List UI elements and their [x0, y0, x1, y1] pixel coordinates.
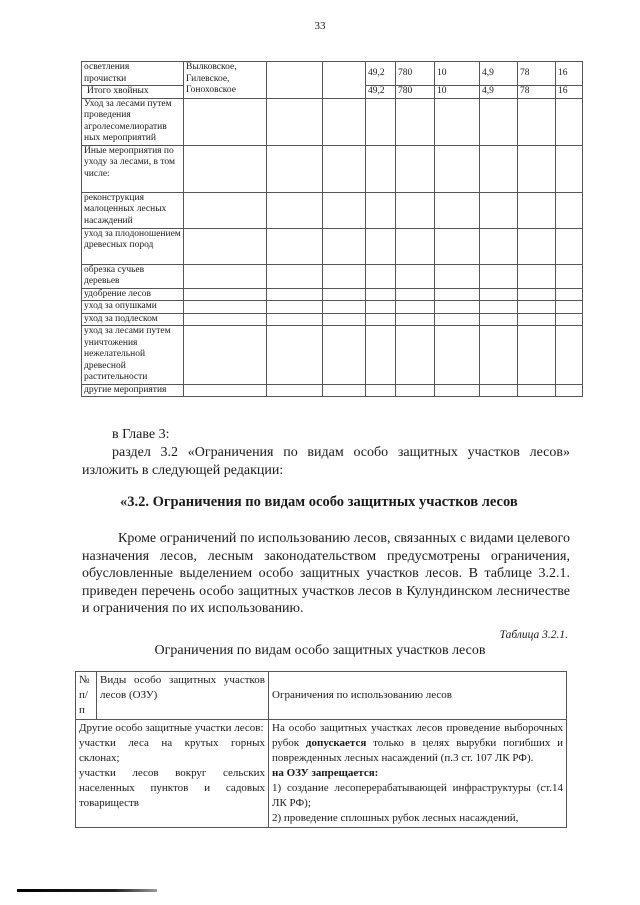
table-row [82, 145, 583, 192]
chapter-reference: в Главе 3: [112, 427, 170, 442]
activity-cell: Уход за лесами путем проведения агролесомелиоратив ных мероприятий [82, 98, 184, 145]
activity-cell: Итого хвойных [82, 86, 184, 99]
activity-cell: уход за подлеском [82, 313, 184, 326]
activity-cell: другие мероприятия [82, 384, 184, 397]
empty-cell [323, 62, 366, 99]
restriction-text [272, 721, 563, 766]
value-cell: 4,9 [480, 86, 518, 99]
value-cell: 16 [556, 62, 583, 86]
header-ozu-types: Виды особо защитных участков лесов (ОЗУ) [97, 672, 269, 720]
section-instruction: раздел 3.2 «Ограничения по видам особо защитных участков лесов» изложить в следующей редакции: [82, 445, 570, 478]
forest-care-table [81, 61, 583, 397]
table-row [82, 326, 583, 385]
value-cell: 780 [396, 62, 435, 86]
table-row [76, 720, 567, 828]
activity-cell: уход за опушками [82, 301, 184, 314]
value-cell: 78 [518, 62, 556, 86]
activity-cell: уход за плодоношением древесных пород [82, 228, 184, 264]
activity-cell: реконструкция малоценных лесных насаждений [82, 192, 184, 228]
table-title: Ограничения по видам особо защитных участков лесов [154, 643, 486, 658]
ozu-restrictions-table [75, 671, 567, 828]
value-cell: 78 [518, 86, 556, 99]
table-row [82, 62, 583, 86]
activity-osvetleniya: осветления [84, 62, 130, 72]
page-number: 33 [314, 20, 326, 32]
restriction-part: На особо защитных участках лесов проведение выборочных рубок [272, 722, 563, 749]
activity-cell: уход за лесами путем уничтожения нежелательной древесной растительности [82, 326, 184, 385]
value-cell: 10 [435, 86, 480, 99]
table-row [82, 228, 583, 264]
value-cell: 780 [396, 86, 435, 99]
section-heading: «3.2. Ограничения по видам особо защитных участков лесов [120, 494, 518, 510]
table-row [82, 264, 583, 288]
table-header-row [76, 672, 567, 720]
value-cell: 49,2 [366, 62, 396, 86]
ozu-type: участки лесов вокруг сельских населенных пунктов и садовых товариществ [79, 767, 265, 809]
value-cell: 10 [435, 62, 480, 86]
table-row [82, 384, 583, 397]
table-row [82, 301, 583, 314]
table-row [82, 192, 583, 228]
prohibited-item: 1) создание лесоперерабатывающей инфраструктуры (ст.14 ЛК РФ); [272, 782, 563, 809]
footnote-rule [17, 889, 157, 892]
value-cell: 49,2 [366, 86, 396, 99]
table-row [82, 313, 583, 326]
ozu-type: участки леса на крутых горных склонах; [79, 737, 265, 764]
prohibited-heading: на ОЗУ запрещается: [272, 767, 379, 779]
activity-cell: удобрение лесов [82, 288, 184, 301]
body-paragraph: Кроме ограничений по использованию лесов, связанных с видами целевого назначения лесов, лесным законодательством предусмотрены ограничения, обусловленные выделением особо защитных участков лесов. В таблице 3.2.1. приведен перечень особо защитных участков лесов в Кулундинском лесничестве и ограничения по их использованию. [82, 531, 570, 616]
restriction-part: только в целях вырубки погибших и поврежденных лесных насаждений (п.3 ст. 107 ЛК РФ). [272, 737, 563, 764]
table-row [82, 98, 583, 145]
prohibited-item: 2) проведение сплошных рубок лесных насаждений, [272, 812, 519, 824]
activity-cell [82, 62, 184, 86]
restriction-allowed: допускается [305, 737, 367, 749]
table-label: Таблица 3.2.1. [499, 629, 568, 641]
activity-cell: Иные мероприятия по уходу за лесами, в том числе: [82, 145, 184, 192]
header-number: № п/п [76, 672, 97, 720]
table-row [82, 288, 583, 301]
activity-prochistki: прочистки [84, 73, 127, 84]
ozu-types-cell [76, 720, 269, 828]
locations-cell: Вылковское, Гилевское, Гоноховское [184, 62, 267, 99]
empty-cell [267, 62, 323, 99]
restrictions-cell [269, 720, 567, 828]
value-cell: 4,9 [480, 62, 518, 86]
header-restrictions: Ограничения по использованию лесов [269, 672, 567, 720]
ozu-type: Другие особо защитные участки лесов: [79, 722, 264, 734]
value-cell: 16 [556, 86, 583, 99]
activity-cell: обрезка сучьев деревьев [82, 264, 184, 288]
